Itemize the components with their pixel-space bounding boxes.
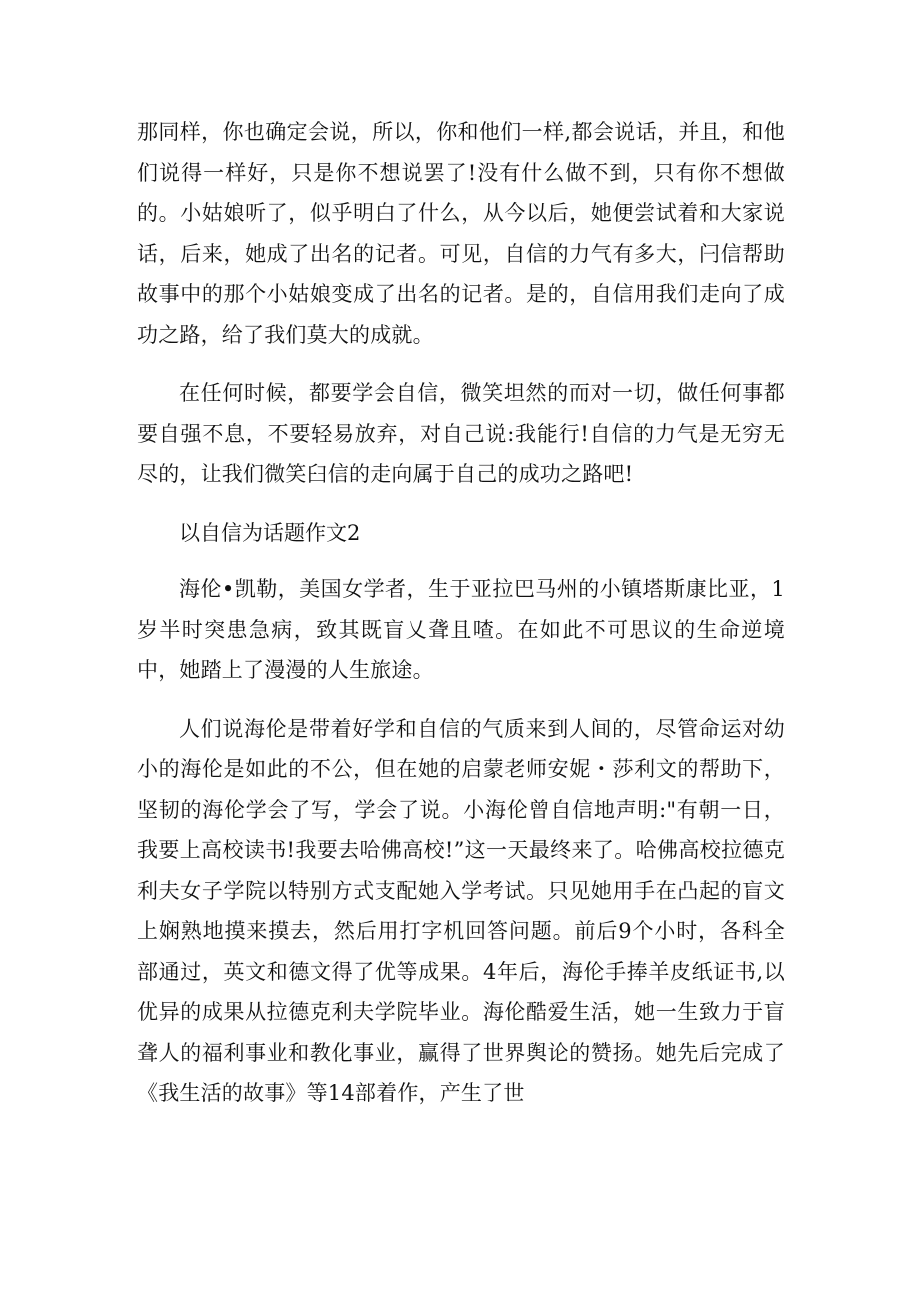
- section-title: 以自信为话题作文2: [179, 520, 361, 545]
- paragraph-1: 那同样，你也确定会说，所以，你和他们一样,都会说话，并且，和他们说得一样好，只是你不想说罢了!没有什么做不到，只有你不想做的。小姑娘听了，似乎明白了什么，从今以后，她便尝试着和大家说话，后来，她成了出名的记者。可见，自信的力气有多大，闩信帮助故事中的那个小姑娘变成了出名的记者。是的，自信用我们走向了成功之路，给了我们莫大的成就。: [137, 120, 785, 347]
- paragraph-4: 人们说海伦是带着好学和自信的气质来到人间的，尽管命运对幼小的海伦是如此的不公，但在她的启蒙老师安妮・莎利文的帮助下，坚韧的海伦学会了写，学会了说。小海伦曾自信地声明:"有朝一日，我要上高校读书!我要去哈佛高校!”这一天最终来了。哈佛高校拉德克利夫女子学院以特别方式支配她入学考试。只见她用手在凸起的盲文上娴熟地摸来摸去，然后用打字机回答问题。前后9个小时，各科全部通过，英文和德文得了优等成果。4年后，海伦手捧羊皮纸证书,以优异的成果从拉德克利夫学院毕业。海伦酷爱生活，她一生致力于盲聋人的福利事业和教化事业，赢得了世界舆论的赞扬。她先后完成了《我生活的故事》等14部着作，产生了世: [137, 716, 785, 1105]
- document-body: [137, 112, 785, 1132]
- paragraph-3: 海伦•凯勒，美国女学者，生于亚拉巴马州的小镇塔斯康比亚，1岁半时突患急病，致其既盲乂聋且喳。在如此不可思议的生命逆境中，她踏上了漫漫的人生旅途。: [137, 577, 785, 682]
- paragraph-2: 在任何时候，都要学会自信，微笑坦然的而对一切，做任何事都要自强不息，不要轻易放弃，对自己说:我能行!自信的力气是无穷无尽的，让我们微笑臼信的走向属于自己的成功之路吧!: [137, 381, 785, 486]
